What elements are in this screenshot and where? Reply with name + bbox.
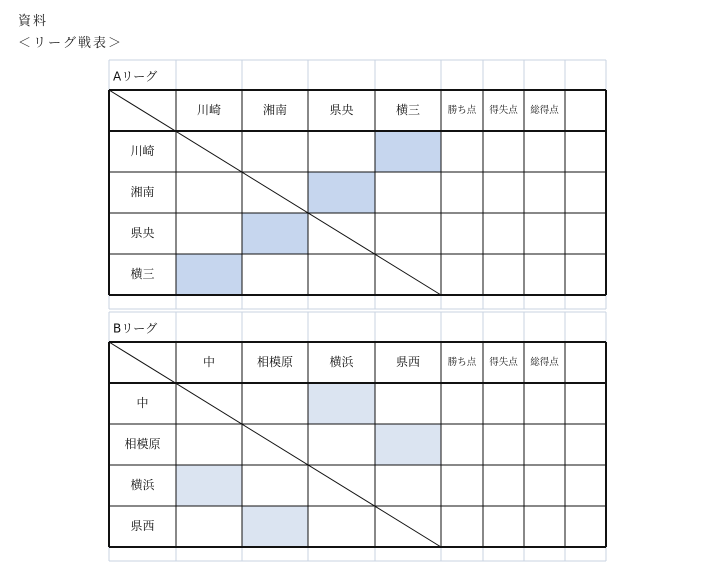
diagonal-line	[109, 90, 441, 295]
column-header-team: 県央	[329, 103, 354, 117]
row-header-team: 相模原	[124, 437, 161, 451]
highlight-cell	[308, 383, 375, 424]
league-a-table	[109, 60, 607, 304]
column-header-stat: 得失点	[489, 105, 518, 116]
highlight-cell	[308, 172, 375, 213]
league-a-grid	[109, 60, 607, 304]
column-header-team: 県西	[395, 355, 421, 369]
league-b-table	[109, 312, 607, 564]
league-label: Aリーグ	[113, 69, 158, 84]
document-subtitle: ＜リーグ戦表＞	[18, 36, 124, 51]
highlight-cell	[176, 254, 242, 295]
league-label: Bリーグ	[113, 321, 158, 336]
column-header-stat: 得失点	[489, 357, 518, 368]
column-header-team: 湘南	[262, 103, 288, 117]
document-title: 資料	[18, 14, 49, 29]
column-header-stat: 勝ち点	[447, 357, 477, 368]
row-header-team: 川崎	[130, 144, 155, 158]
highlight-cell	[242, 506, 308, 547]
column-header-stat: 総得点	[530, 357, 559, 368]
column-header-team: 横浜	[329, 355, 354, 369]
highlight-cell	[242, 213, 308, 254]
column-header-team: 横三	[395, 103, 421, 117]
row-header-team: 中	[136, 396, 149, 410]
column-header-team: 川崎	[196, 103, 222, 117]
highlight-cell	[176, 465, 242, 506]
row-header-team: 県西	[130, 519, 155, 533]
row-header-team: 湘南	[130, 185, 155, 199]
row-header-team: 横浜	[130, 478, 155, 492]
highlight-cell	[375, 131, 441, 172]
column-header-stat: 勝ち点	[447, 105, 477, 116]
row-header-team: 県央	[130, 226, 155, 240]
column-header-team: 中	[202, 355, 216, 369]
column-header-stat: 総得点	[530, 105, 559, 116]
league-b-grid	[109, 312, 607, 564]
highlight-cell	[375, 424, 441, 465]
row-header-team: 横三	[130, 267, 155, 281]
column-header-team: 相模原	[256, 355, 294, 369]
